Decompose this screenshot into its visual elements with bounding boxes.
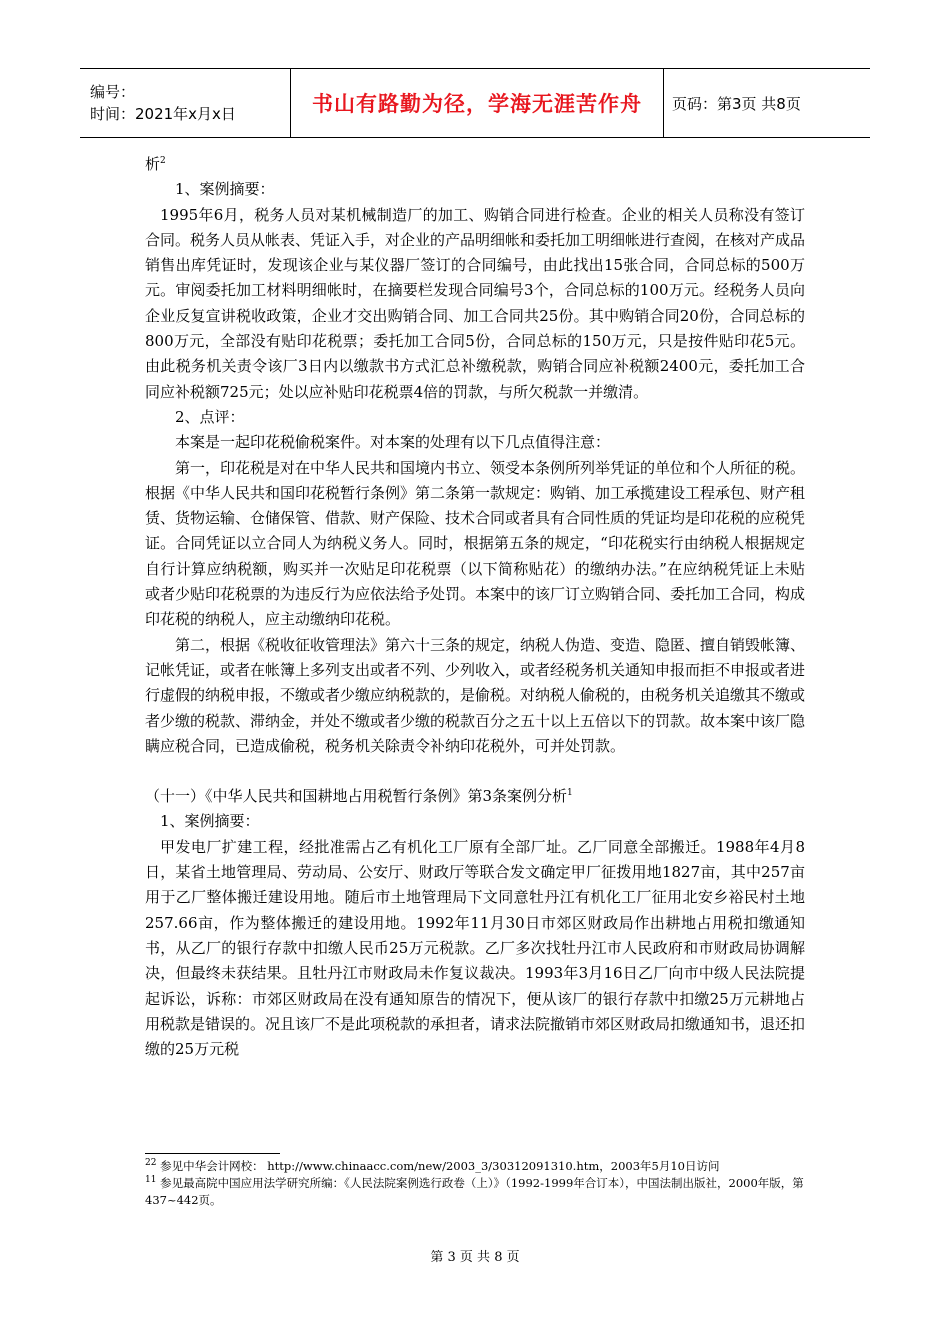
page-header [80,68,870,138]
time-label: 时间：2021年x月x日 [90,105,236,123]
case-title: （十一）《中华人民共和国耕地占用税暂行条例》第3条案例分析$^1$ [145,787,573,806]
comment-paragraph: 第一，印花税是对在中华人民共和国境内书立、领受本条例所列举凭证的单位和个人所征的税。根据《中华人民共和国印花税暂行条例》第二条第一款规定：购销、加工承揽建设工程承包、财产租赁、货物运输、仓储保管、借款、财产保险、技术合同或者具有合同性质的凭证均是印花税的应税凭证。合同凭证以立合同人为纳税义务人。同时，根据第五条的规定，“印花税实行由纳税人根据规定自行计算应纳税额，购买并一次贴足印花税票（以下简称贴花）的缴纳办法。”在应纳税凭证上未贴或者少贴印花税票的为违反行为应依法给予处罚。本案中的该厂订立购销合同、委托加工合同，构成印花税的纳税人，应主动缴纳印花税。 [145,458,806,629]
motto-text: 书山有路勤为径，学海无涯苦作舟 [312,92,642,116]
header-page-info [664,69,870,137]
paragraph-continuation: 析$^2$ [145,155,166,173]
section-heading: 1、案例摘要： [175,180,275,199]
comment-paragraph: 本案是一起印花税偷税案件。对本案的处理有以下几点值得注意： [175,433,611,452]
page-number: 第 3 页 共 8 页 [430,1250,520,1265]
header-motto [291,69,664,137]
document-body [145,152,805,1062]
footnote: $^{22}$ 参见中华会计网校： http://www.chinaacc.com/new/2003_3/30312091310.htm，2003年5月10日访问 [145,1158,720,1173]
footnote: $^{11}$ 参见最高院中国应用法学研究所编：《人民法院案例选行政卷（上）》（1992-1999年合订本），中国法制出版社，2000年版，第437~442页。 [145,1175,804,1207]
page-footer [0,1246,950,1265]
comment-paragraph: 第二，根据《税收征收管理法》第六十三条的规定，纳税人伪造、变造、隐匿、擅自销毁帐簿、记帐凭证，或者在帐簿上多列支出或者不列、少列收入，或者经税务机关通知申报而拒不申报或者进行虚假的纳税申报，不缴或者少缴应纳税款的，是偷税。对纳税人偷税的，由税务机关追缴其不缴或者少缴的税款、滞纳金，并处不缴或者少缴的税款百分之五十以上五倍以下的罚款。故本案中该厂隐瞒应税合同，已造成偷税，税务机关除责令补纳印花税外，可并处罚款。 [145,635,806,755]
footnote-separator [145,1153,280,1154]
footnotes [145,1158,805,1209]
section-heading: 2、点评： [175,407,245,426]
header-meta [80,69,291,137]
footnote-ref: 2 [160,156,166,166]
spacer [145,759,805,784]
footnote-ref: 1 [567,788,573,799]
page-info-text: 页码：第3页 共8页 [672,94,801,113]
case-summary-paragraph: 甲发电厂扩建工程，经批准需占乙有机化工厂原有全部厂址。乙厂同意全部搬迁。1988年4月8日，某省土地管理局、劳动局、公安厅、财政厅等联合发文确定甲厂征拨用地1827亩，其中257亩用于乙厂整体搬迁建设用地。随后市土地管理局下文同意牡丹江有机化工厂征用北安乡裕民村土地257.66亩，作为整体搬迁的建设用地。1992年11月30日市郊区财政局作出耕地占用税扣缴通知书，从乙厂的银行存款中扣缴人民币25万元税款。乙厂多次找牡丹江市人民政府和市财政局协调解决，但最终未获结果。且牡丹江市财政局未作复议裁决。1993年3月16日乙厂向市中级人民法院提起诉讼，诉称：市郊区财政局在没有通知原告的情况下，便从该厂的银行存款中扣缴25万元耕地占用税款是错误的。况且该厂不是此项税款的承担者，请求法院撤销市郊区财政局扣缴通知书，退还扣缴的25万元税 [145,837,806,1059]
case-summary-paragraph: 1995年6月，税务人员对某机械制造厂的加工、购销合同进行检查。企业的相关人员称没有签订合同。税务人员从帐表、凭证入手，对企业的产品明细帐和委托加工明细帐进行查阅，在核对产成品销售出库凭证时，发现该企业与某仪器厂签订的合同编号，由此找出15张合同，合同总标的500万元。审阅委托加工材料明细帐时，在摘要栏发现合同编号3个，合同总标的100万元。经税务人员向企业反复宣讲税收政策，企业才交出购销合同、加工合同共25份。其中购销合同20份，合同总标的800万元，全部没有贴印花税票；委托加工合同5份，合同总标的150万元，只是按件贴印花5元。由此税务机关责令该厂3日内以缴款书方式汇总补缴税款，购销合同应补税额2400元，委托加工合同应补税额725元；处以应补贴印花税票4倍的罚款，与所欠税款一并缴清。 [145,205,806,401]
section-heading: 1、案例摘要： [160,812,260,831]
number-label: 编号： [90,83,136,101]
